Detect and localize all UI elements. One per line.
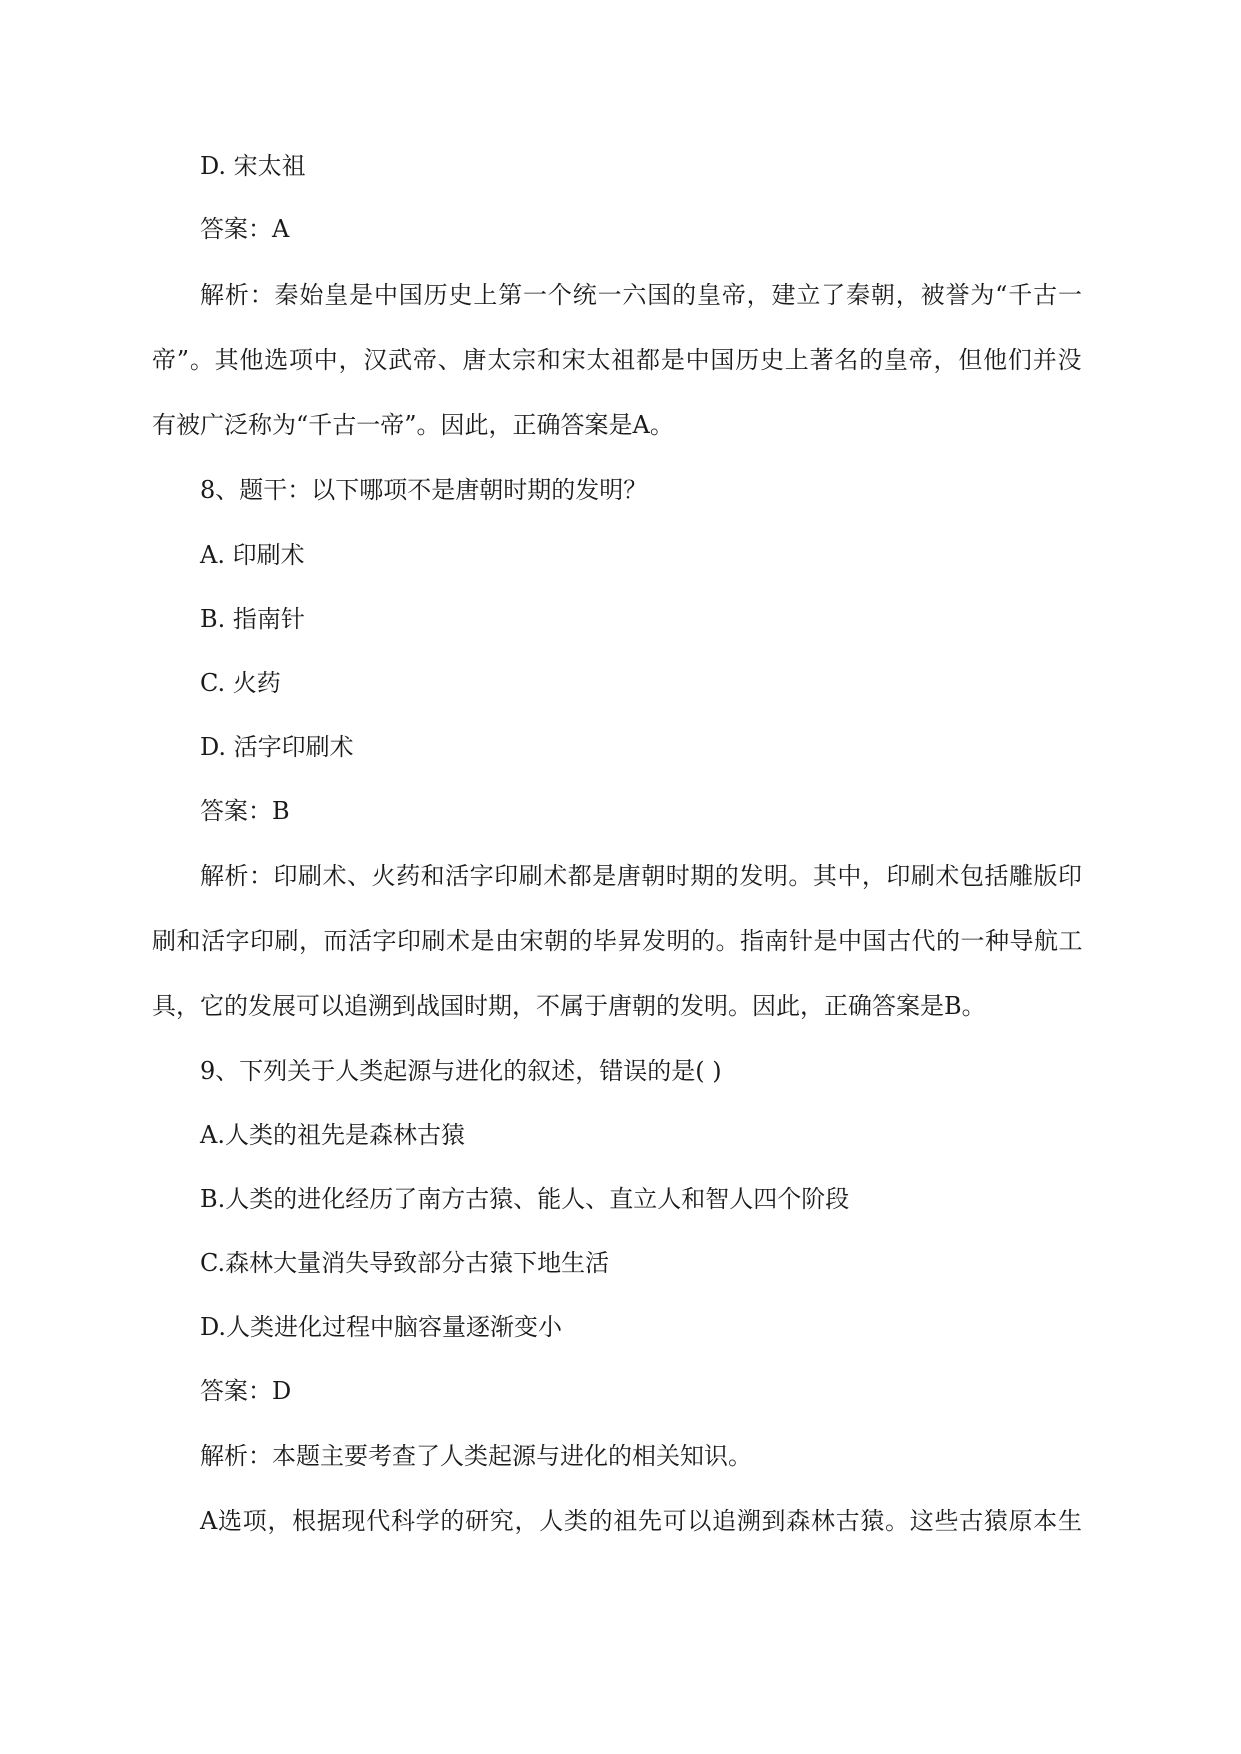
option-d-q8: D. 活字印刷术	[200, 733, 354, 761]
option-b-q8: B. 指南针	[200, 605, 305, 633]
analysis-q9-line-2: A选项，根据现代科学的研究，人类的祖先可以追溯到森林古猿。这些古猿原本生	[200, 1507, 1082, 1535]
analysis-q8-line-1: 解析：印刷术、火药和活字印刷术都是唐朝时期的发明。其中，印刷术包括雕版印	[200, 862, 1082, 890]
analysis-q9-line-1: 解析：本题主要考查了人类起源与进化的相关知识。	[200, 1442, 752, 1470]
analysis-q8-line-3: 具，它的发展可以追溯到战国时期，不属于唐朝的发明。因此，正确答案是B。	[152, 992, 986, 1020]
analysis-q7-line-3: 有被广泛称为“千古一帝”。因此，正确答案是A。	[152, 411, 674, 439]
option-a-q8: A. 印刷术	[200, 541, 305, 569]
option-d-q7: D. 宋太祖	[200, 152, 306, 180]
answer-q8: 答案：B	[200, 797, 290, 825]
analysis-q7-line-1: 解析：秦始皇是中国历史上第一个统一六国的皇帝，建立了秦朝，被誉为“千古一	[200, 281, 1082, 309]
option-c-q8: C. 火药	[200, 669, 281, 697]
question-9-stem: 9、下列关于人类起源与进化的叙述，错误的是( )	[200, 1057, 722, 1085]
option-c-q9: C.森林大量消失导致部分古猿下地生活	[200, 1249, 610, 1277]
option-b-q9: B.人类的进化经历了南方古猿、能人、直立人和智人四个阶段	[200, 1185, 850, 1213]
answer-q9: 答案：D	[200, 1377, 292, 1405]
analysis-q7-line-2: 帝”。其他选项中，汉武帝、唐太宗和宋太祖都是中国历史上著名的皇帝，但他们并没	[152, 346, 1082, 374]
analysis-q8-line-2: 刷和活字印刷，而活字印刷术是由宋朝的毕昇发明的。指南针是中国古代的一种导航工	[152, 927, 1083, 955]
option-d-q9: D.人类进化过程中脑容量逐渐变小	[200, 1313, 563, 1341]
question-8-stem: 8、题干：以下哪项不是唐朝时期的发明？	[200, 476, 648, 504]
answer-q7: 答案：A	[200, 215, 290, 243]
option-a-q9: A.人类的祖先是森林古猿	[200, 1121, 465, 1149]
